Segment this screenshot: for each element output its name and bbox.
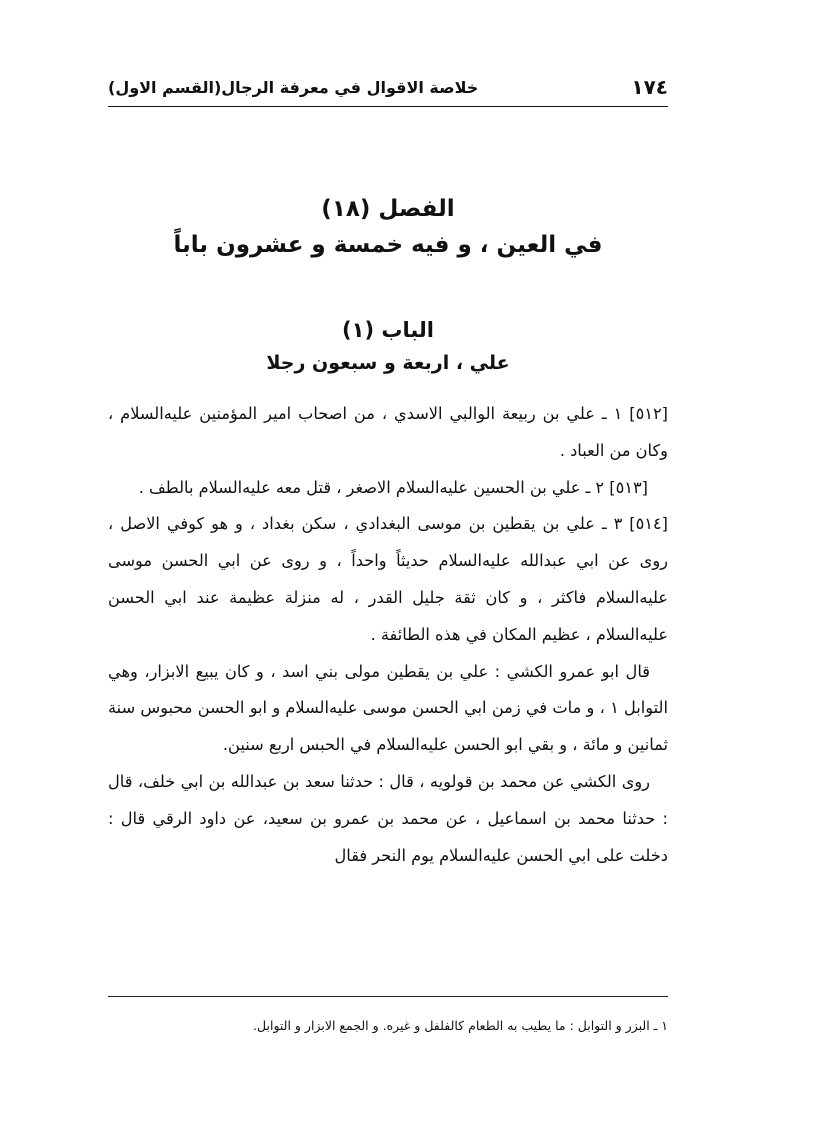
chapter-title: الفصل (١٨) (321, 196, 455, 222)
page-number: ١٧٤ (631, 75, 668, 99)
entry-514: [٥١٤] ٣ ـ علي بن يقطين بن موسى البغدادي ، سكن بغداد ، و هو كوفي الاصل ، روى عن ابي عبدالله عليه‌السلام حديثاً واحداً ، و روى عن ابي الحسن موسى عليه‌السلام فاكثر ، و كان ثقة جليل القدر ، له منزلة عظيمة عند ابي الحسن عليه‌السلام ، عظيم المكان في هذه الطائفة . (108, 514, 668, 644)
section-subtitle: علي ، اربعة و سبعون رجلا (266, 352, 510, 374)
narration-paragraph: روى الكشي عن محمد بن قولويه ، قال : حدثنا سعد بن عبدالله بن ابي خلف، قال : حدثنا محمد بن اسماعيل ، عن محمد بن عمرو بن سعيد، عن داود الرقي قال : دخلت على ابي الحسن عليه‌السلام يوم النحر فقال (108, 771, 668, 865)
running-header (108, 72, 668, 102)
footnote: ١ ـ البزر و التوابل : ما يطيب به الطعام كالفلفل و غيره. و الجمع الابزار و التوابل. (253, 1018, 668, 1033)
body-text (108, 396, 668, 874)
kashshi-quote-paragraph: قال ابو عمرو الكشي : علي بن يقطين مولى بني اسد ، و كان يبيع الابزار، وهي التوابل ١ ، و مات في زمن ابي الحسن موسى عليه‌السلام و ابو الحسن محبوس سنة ثمانين و مائة ، و بقي ابو الحسن عليه‌السلام في الحبس اربع سنين. (108, 661, 668, 755)
chapter-subtitle: في العين ، و فيه خمسة و عشرون باباً (173, 232, 603, 258)
entry-513: [٥١٣] ٢ ـ علي بن الحسين عليه‌السلام الاصغر ، قتل معه عليه‌السلام بالطف . (138, 477, 648, 497)
running-title: خلاصة الاقوال في معرفة الرجال(القسم الاول) (108, 77, 479, 97)
entry-512: [٥١٢] ١ ـ علي بن ربيعة الوالبي الاسدي ، من اصحاب امير المؤمنين عليه‌السلام ، وكان من العباد . (108, 404, 668, 460)
footnote-rule (108, 996, 668, 997)
header-rule (108, 106, 668, 107)
section-title: الباب (١) (342, 318, 434, 342)
